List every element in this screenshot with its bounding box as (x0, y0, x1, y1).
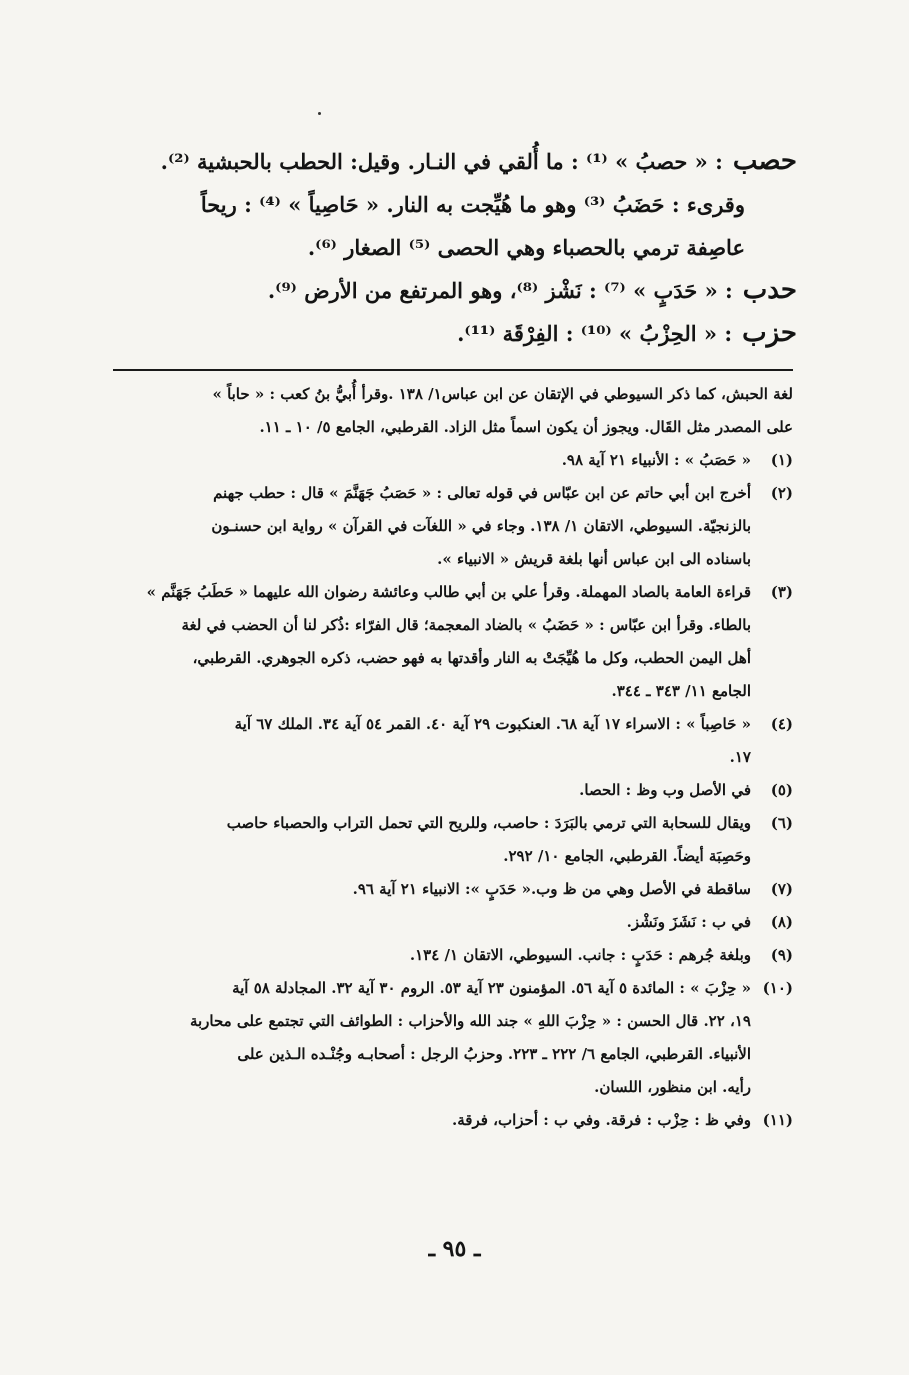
footnote-line: « حَاصِباً » : الاسراء ١٧ آية ٦٨. العنكبوت ٢٩ آية ٤٠. القمر ٥٤ آية ٣٤. الملك ٦٧ آية (234, 715, 751, 733)
footnote-line: وفي ظ : حِزْب : فرقة. وفي ب : أحزاب، فرقة. (452, 1111, 751, 1129)
footnote (103, 807, 793, 873)
footnote-line: الأنبياء. القرطبي، الجامع ٦/ ٢٢٢ ـ ٢٢٣. وحزبُ الرجل : أصحابـه وجُنْـده الـذين على (237, 1045, 751, 1063)
footnotes (103, 378, 793, 1137)
footnote-line: على المصدر مثل القَال. ويجوز أن يكون اسماً مثل الزاد. القرطبي، الجامع ٥/ ١٠ ـ ١١. (259, 418, 793, 436)
footnote-separator (113, 369, 793, 371)
dictionary-entries (97, 140, 797, 355)
footnote (103, 939, 793, 972)
footnote-line: في ب : نَشَزَ ونَشْز. (626, 913, 751, 931)
footnote-line: بالزنجيّة. السيوطي، الاتقان ١/ ١٣٨. وجاء في « اللغآت في القرآن » رواية ابن حسنـون (211, 517, 751, 535)
footnote-text (103, 477, 751, 576)
headword: حدب (742, 275, 797, 305)
footnote-line: ١٩، ٢٢. قال الحسن : « حِزْبَ اللهِ » جند الله والأحزاب : الطوائف التي تجتمع على محاربة (189, 1012, 751, 1030)
footnote-text (103, 972, 751, 1104)
footnote-text (103, 807, 751, 873)
entry-text: : « الحِزْبُ » ⁽¹⁰⁾ : الفِرْقَة ⁽¹¹⁾. (457, 321, 733, 346)
footnote-line: قراءة العامة بالصاد المهملة. وقرأ علي بن أبي طالب وعائشة رضوان الله عليهما « حَطَبُ جَهَنَّم » (146, 583, 751, 601)
headword: حصب (732, 146, 797, 176)
footnote-line: لغة الحبش، كما ذكر السيوطي في الإتقان عن ابن عباس١/ ١٣٨ .وقرأ أُبيُّ بنُ كعب : « حاباً » (212, 385, 793, 403)
footnote (103, 972, 793, 1104)
footnote-text (103, 444, 751, 477)
footnote-text (103, 906, 751, 939)
footnote-number: (٣) (770, 583, 793, 601)
footnote-text (103, 576, 751, 708)
footnote-line: الجامع ١١/ ٣٤٣ ـ ٣٤٤. (611, 682, 751, 700)
footnote-line: رأيه. ابن منظور، اللسان. (594, 1078, 751, 1096)
footnote-text (103, 1104, 751, 1137)
entry-line (97, 226, 797, 269)
footnote (103, 906, 793, 939)
footnote-number: (١٠) (762, 979, 793, 997)
footnote-line: باسناده الى ابن عباس أنها بلغة قريش « الانبياء ». (437, 550, 751, 568)
footnote-number: (٨) (770, 913, 793, 931)
footnote-number: (٢) (770, 484, 793, 502)
headword: حزب (742, 318, 797, 348)
entry-text: : « حَدَبٍ » ⁽⁷⁾ : نَشْز ⁽⁸⁾، وهو المرتفع من الأرض ⁽⁹⁾. (267, 278, 733, 303)
footnote (103, 774, 793, 807)
entry-text: : « حصبُ » ⁽¹⁾ : ما أُلقي في النـار. وقيل: الحطب بالحبشية ⁽²⁾. (160, 149, 723, 174)
footnote-line: وحَصِبَة أيضاً. القرطبي، الجامع ١٠/ ٢٩٢. (503, 847, 751, 865)
footnote-number: (٦) (770, 814, 793, 832)
page-number: ـ ٩٥ ـ (428, 1236, 481, 1262)
footnote-number: (٩) (770, 946, 793, 964)
footnote-number: (٤) (770, 715, 793, 733)
entry-line (97, 140, 797, 183)
footnote (103, 576, 793, 708)
footnote-text (103, 378, 793, 444)
footnote-line: بالطاء. وقرأ ابن عبّاس : « حَضَبُ » بالضاد المعجمة؛ قال الفرّاء :ذُكر لنا أن الحضب في لغة (181, 616, 751, 634)
entry-line (97, 183, 797, 226)
entry-text: عاصِفة ترمي بالحصباء وهي الحصى ⁽⁵⁾ الصغار ⁽⁶⁾. (307, 235, 745, 260)
entry-line (97, 312, 797, 355)
footnote-text (103, 708, 751, 774)
footnote-number: (١١) (762, 1111, 793, 1129)
footnote-line: « حَصَبُ » : الأنبياء ٢١ آية ٩٨. (561, 451, 751, 469)
footnote-text (103, 939, 751, 972)
footnote-number: (٧) (770, 880, 793, 898)
footnote (103, 444, 793, 477)
footnote-text (103, 774, 751, 807)
footnote-line: وبلغة جُرهم : حَدَبٍ : جانب. السيوطي، الاتقان ١/ ١٣٤. (409, 946, 751, 964)
footnote-line: أهل اليمن الحطب، وكل ما هُيِّجَتْ به النار وأقدتها به فهو حضب، ذكره الجوهري. القرطبي، (192, 649, 751, 667)
footnote (103, 708, 793, 774)
footnote (103, 1104, 793, 1137)
entry-line (97, 269, 797, 312)
footnote-number: (١) (770, 451, 793, 469)
speck (318, 112, 321, 115)
footnote (103, 873, 793, 906)
footnote-line: ويقال للسحابة التي ترمي بالبَرَدَ : حاصب، وللريح التي تحمل التراب والحصباء حاصب (226, 814, 751, 832)
footnote-line: ساقطة في الأصل وهي من ظ وب.« حَدَبٍ »: الانبياء ٢١ آية ٩٦. (352, 880, 751, 898)
footnote-line: ١٧. (729, 748, 751, 766)
entry-text: وقرىء : حَضَبُ ⁽³⁾ وهو ما هُيِّجت به النار. « حَاصِياً » ⁽⁴⁾ : ريحاً (200, 192, 745, 217)
footnote-line: « حِزْبَ » : المائدة ٥ آية ٥٦. المؤمنون ٢٣ آية ٥٣. الروم ٣٠ آية ٣٢. المجادلة ٥٨ آية (232, 979, 751, 997)
footnote-number: (٥) (770, 781, 793, 799)
footnote-text (103, 873, 751, 906)
footnote (103, 477, 793, 576)
footnote (103, 378, 793, 444)
footnote-line: أخرج ابن أبي حاتم عن ابن عبّاس في قوله تعالى : « حَصَبُ جَهَنَّمَ » قال : حطب جهنم (213, 484, 751, 502)
footnote-line: في الأصل وب وظ : الحصا. (579, 781, 751, 799)
